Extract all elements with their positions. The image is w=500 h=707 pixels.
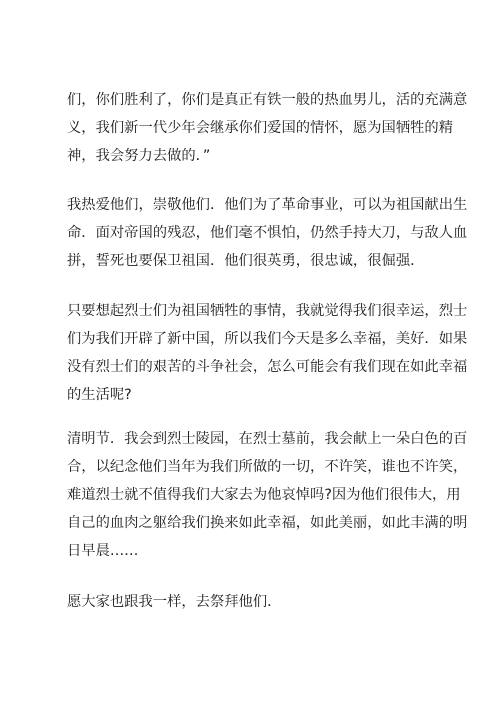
text-line: 日早晨…… bbox=[67, 543, 139, 559]
text-line: 自己的血肉之躯给我们换来如此幸福，如此美丽，如此丰满的明 bbox=[67, 515, 468, 531]
text-line: 的生活呢? bbox=[67, 387, 132, 403]
text-line: 神，我会努力去做的．” bbox=[67, 148, 211, 164]
paragraph-2 bbox=[67, 191, 468, 275]
text-line: 只要想起烈士们为祖国牺牲的事情，我就觉得我们很幸运，烈士 bbox=[67, 303, 468, 319]
paragraph-1 bbox=[67, 86, 468, 170]
text-line: 们，你们胜利了，你们是真正有铁一般的热血男儿，活的充满意 bbox=[67, 92, 468, 108]
text-line: 没有烈士们的艰苦的斗争社会，怎么可能会有我们现在如此幸福 bbox=[67, 359, 468, 375]
text-line: 清明节．我会到烈士陵园，在烈士墓前，我会献上一朵白色的百 bbox=[67, 431, 468, 447]
paragraph-5 bbox=[67, 588, 447, 616]
paragraph-4 bbox=[67, 425, 468, 565]
text-line: 我热爱他们，崇敬他们．他们为了革命事业，可以为祖国献出生 bbox=[67, 197, 468, 213]
text-line: 愿大家也跟我一样，去祭拜他们． bbox=[67, 594, 282, 610]
text-line: 拼，誓死也要保卫祖国．他们很英勇，很忠诚，很倔强． bbox=[67, 253, 425, 269]
paragraph-3 bbox=[67, 297, 468, 409]
text-line: 合，以纪念他们当年为我们所做的一切，不许笑，谁也不许笑， bbox=[67, 459, 468, 475]
text-line: 义，我们新一代少年会继承你们爱国的情怀，愿为国牺牲的精 bbox=[67, 120, 454, 136]
text-line: 难道烈士就不值得我们大家去为他哀悼吗?因为他们很伟大，用 bbox=[67, 487, 461, 503]
text-line: 命．面对帝国的残忍，他们毫不惧怕，仍然手持大刀，与敌人血 bbox=[67, 225, 468, 241]
text-line: 们为我们开辟了新中国，所以我们今天是多么幸福，美好．如果 bbox=[67, 331, 468, 347]
